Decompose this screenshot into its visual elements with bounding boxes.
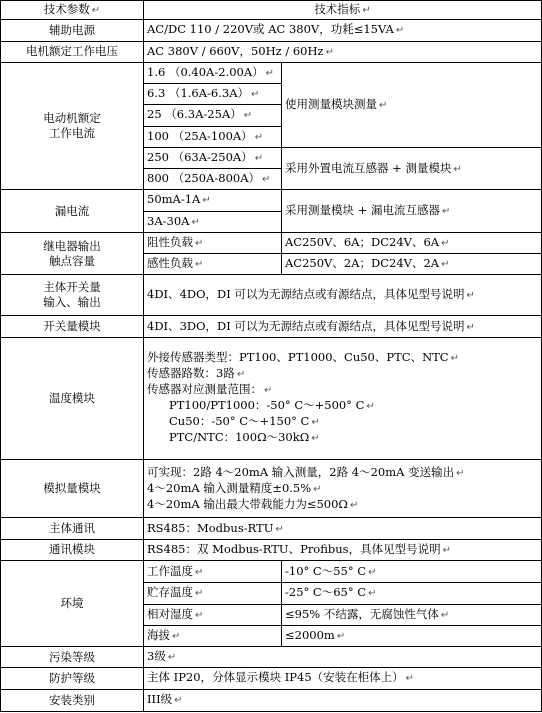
header-param: 技术参数 ↵ xyxy=(1,1,144,20)
main-switch-label: 主体开关量 输入、输出 xyxy=(1,275,144,316)
leakage-label: 漏电流 xyxy=(1,190,144,233)
current-method-2: 采用外置电流互感器 + 测量模块 ↵ xyxy=(282,147,542,190)
temp-module-value xyxy=(144,338,542,460)
current-range-row xyxy=(1,62,542,83)
row-comm-module xyxy=(1,539,542,560)
current-range-4: 100 （25A-100A） ↵ xyxy=(144,126,282,147)
env-row xyxy=(1,561,542,583)
row-rated-voltage xyxy=(1,41,542,62)
row-analog-module xyxy=(1,459,542,518)
aux-power-label: 辅助电源 xyxy=(1,20,144,41)
pollution-value: 3级 ↵ xyxy=(144,647,542,668)
current-range-5: 250 （63A-250A） ↵ xyxy=(144,147,282,168)
row-install xyxy=(1,689,542,711)
relay-label: 继电器输出 触点容量 xyxy=(1,232,144,275)
analog-line-3: 4～20mA 输出最大带载能力为≤500Ω ↵ xyxy=(147,496,359,511)
current-range-6: 800 （250A-800A） ↵ xyxy=(144,169,282,190)
leakage-range-1: 50mA-1A ↵ xyxy=(144,190,282,211)
header-spec: 技术指标 ↵ xyxy=(144,1,542,20)
env-value-3: ≤95% 不结露，无腐蚀性气体 ↵ xyxy=(282,604,542,625)
protection-label: 防护等级 xyxy=(1,668,144,689)
row-switch-module xyxy=(1,315,542,337)
comm-module-label: 通讯模块 xyxy=(1,539,144,560)
row-main-comm xyxy=(1,518,542,539)
relay-row xyxy=(1,232,542,253)
analog-line-1: 可实现：2路 4～20mA 输入测量，2路 4～20mA 变送输出 ↵ xyxy=(147,464,465,479)
pollution-label: 污染等级 xyxy=(1,647,144,668)
leakage-row xyxy=(1,190,542,211)
env-value-2: -25° C～65° C ↵ xyxy=(282,583,542,604)
analog-line-2: 4～20mA 输入测量精度±0.5% ↵ xyxy=(147,480,322,495)
temp-module-label: 温度模块 xyxy=(1,338,144,460)
current-range-2: 6.3 （1.6A-6.3A） ↵ xyxy=(144,84,282,105)
rated-voltage-label: 电机额定工作电压 xyxy=(1,41,144,62)
env-name-2: 贮存温度 ↵ xyxy=(144,583,282,604)
install-label: 安装类别 xyxy=(1,689,144,711)
rated-voltage-value: AC 380V / 660V，50Hz / 60Hz ↵ xyxy=(144,41,542,62)
switch-module-value: 4DI、3DO，DI 可以为无源结点或有源结点，具体见型号说明 ↵ xyxy=(144,315,542,337)
temp-range-1: PT100/PT1000：-50° C～+500° C ↵ xyxy=(169,398,375,413)
current-method-1: 使用测量模块测量 ↵ xyxy=(282,62,542,147)
relay-load-2: 感性负载 ↵ xyxy=(144,254,282,275)
relay-rating-1: AC250V、6A；DC24V、6A ↵ xyxy=(282,232,542,253)
row-temp-module xyxy=(1,338,542,460)
row-main-switch xyxy=(1,275,542,316)
comm-module-value: RS485：双 Modbus-RTU、Profibus，具体见型号说明 ↵ xyxy=(144,539,542,560)
environment-label: 环境 xyxy=(1,561,144,647)
row-aux-power xyxy=(1,20,542,41)
env-value-4: ≤2000m ↵ xyxy=(282,625,542,646)
current-range-3: 25 （6.3A-25A） ↵ xyxy=(144,105,282,126)
row-protection xyxy=(1,668,542,689)
temp-line-1: 外接传感器类型：PT100、PT1000、Cu50、PTC、NTC ↵ xyxy=(147,350,460,365)
relay-rating-2: AC250V、2A；DC24V、2A ↵ xyxy=(282,254,542,275)
temp-line-2: 传感器路数：3路 ↵ xyxy=(147,366,246,381)
header-row xyxy=(1,1,542,20)
switch-module-label: 开关量模块 xyxy=(1,315,144,337)
leakage-method: 采用测量模块 + 漏电流互感器 ↵ xyxy=(282,190,542,233)
env-name-1: 工作温度 ↵ xyxy=(144,561,282,583)
temp-range-2: Cu50：-50° C～+150° C ↵ xyxy=(169,414,320,429)
temp-range-3: PTC/NTC：100Ω～30kΩ ↵ xyxy=(169,430,320,445)
env-value-1: -10° C～55° C ↵ xyxy=(282,561,542,583)
leakage-range-2: 3A-30A ↵ xyxy=(144,211,282,232)
main-comm-label: 主体通讯 xyxy=(1,518,144,539)
temp-line-3: 传感器对应测量范围： ↵ xyxy=(147,382,273,397)
relay-load-1: 阻性负载 ↵ xyxy=(144,232,282,253)
main-comm-value: RS485：Modbus-RTU ↵ xyxy=(144,518,542,539)
main-switch-value: 4DI、4DO，DI 可以为无源结点或有源结点，具体见型号说明 ↵ xyxy=(144,275,542,316)
row-pollution xyxy=(1,647,542,668)
current-range-1: 1.6 （0.40A-2.00A） ↵ xyxy=(144,62,282,83)
analog-module-value xyxy=(144,459,542,518)
install-value: III级 ↵ xyxy=(144,689,542,711)
analog-module-label: 模拟量模块 xyxy=(1,459,144,518)
env-name-4: 海拔 ↵ xyxy=(144,625,282,646)
protection-value: 主体 IP20，分体显示模块 IP45（安装在柜体上） ↵ xyxy=(144,668,542,689)
aux-power-value: AC/DC 110 / 220V或 AC 380V，功耗≤15VA ↵ xyxy=(144,20,542,41)
env-name-3: 相对湿度 ↵ xyxy=(144,604,282,625)
rated-current-label: 电动机额定 工作电流 xyxy=(1,62,144,190)
